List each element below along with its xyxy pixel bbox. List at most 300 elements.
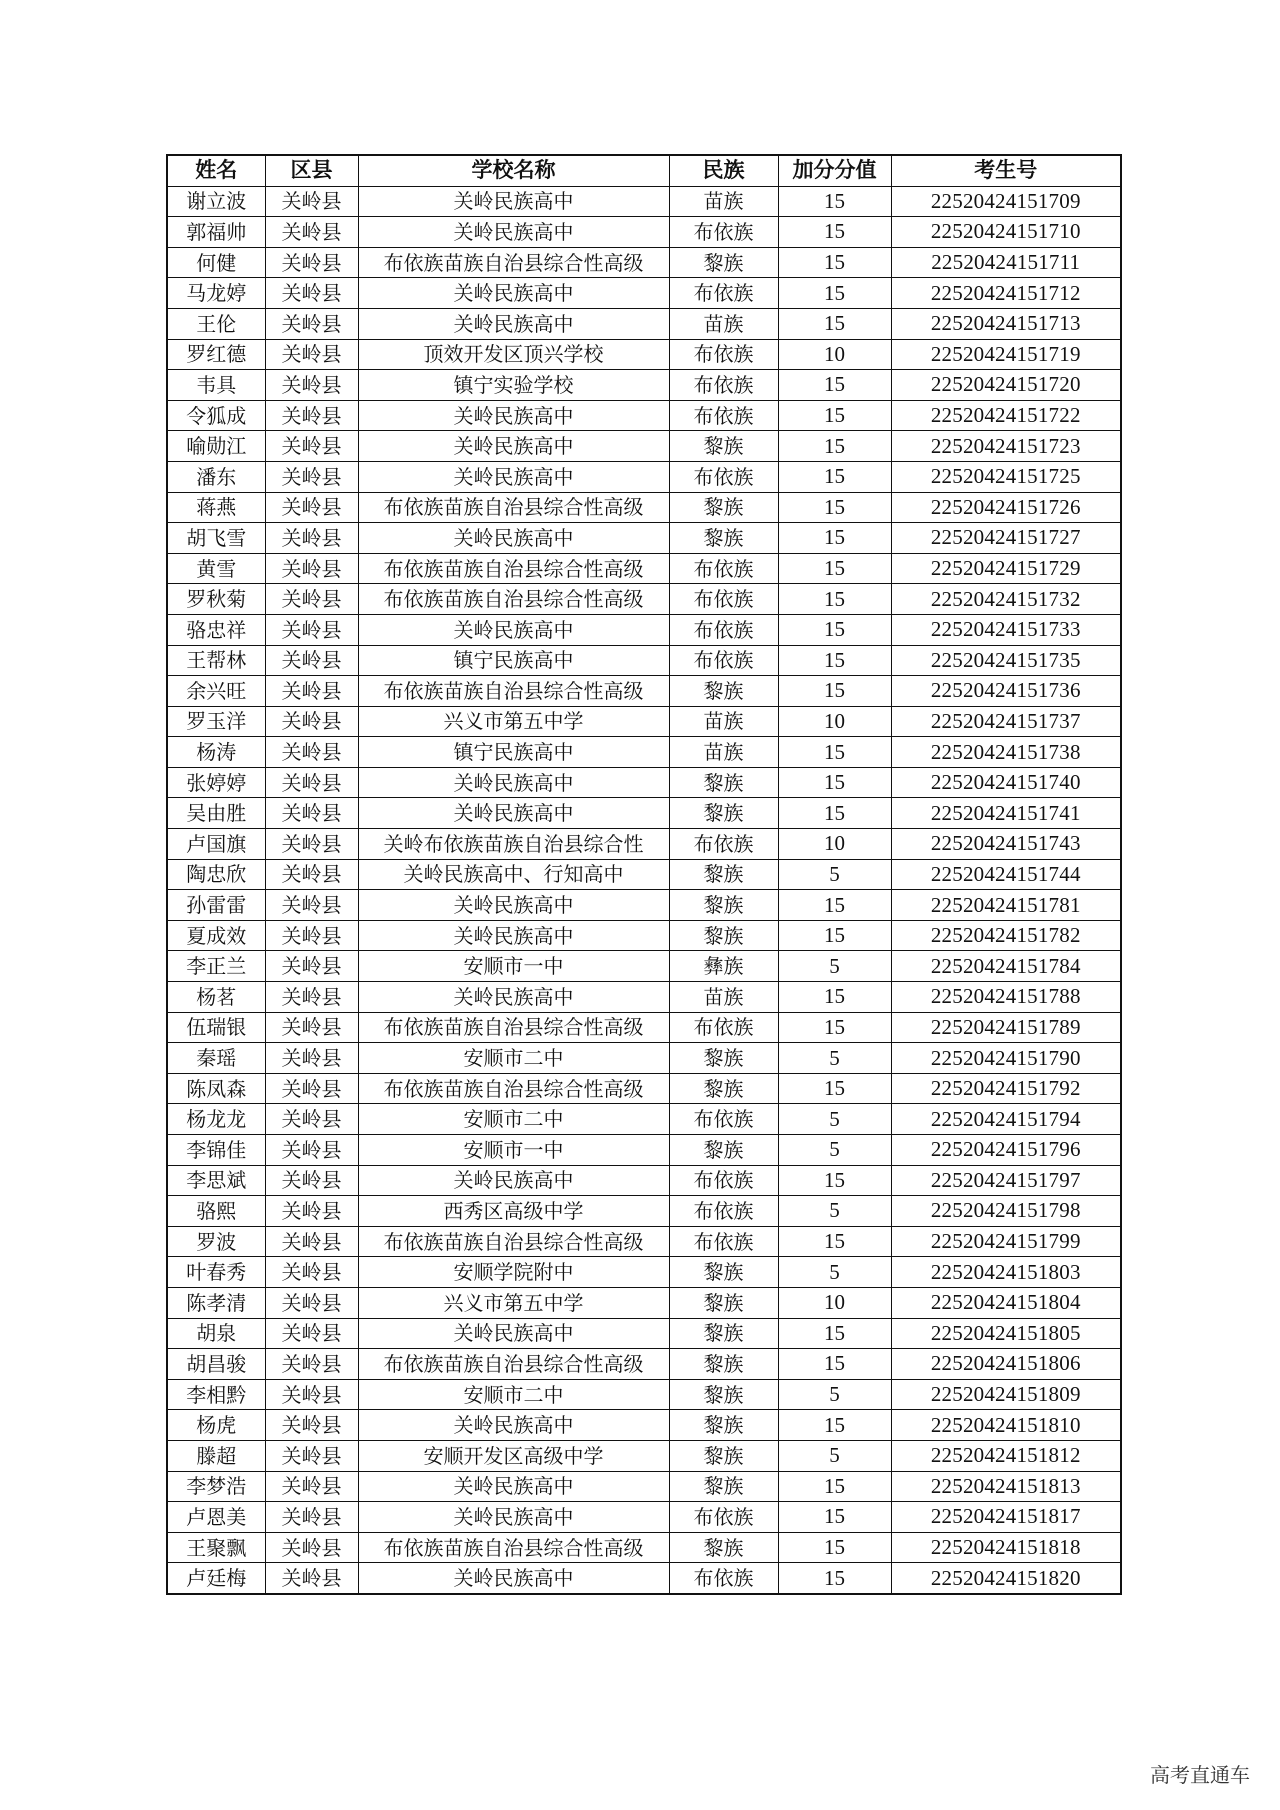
cell-bonus-points: 15 [778, 676, 891, 707]
cell-name: 卢国旗 [167, 829, 265, 860]
table-row [167, 798, 1121, 829]
cell-school: 关岭民族高中 [358, 431, 669, 462]
cell-district: 关岭县 [265, 1165, 358, 1196]
cell-exam-id: 22520424151792 [891, 1073, 1121, 1104]
table-row [167, 1073, 1121, 1104]
table-row [167, 553, 1121, 584]
cell-district: 关岭县 [265, 1410, 358, 1441]
cell-exam-id: 22520424151732 [891, 584, 1121, 615]
cell-bonus-points: 15 [778, 1012, 891, 1043]
table-row [167, 1563, 1121, 1594]
cell-school: 关岭民族高中 [358, 1502, 669, 1533]
table-row [167, 1440, 1121, 1471]
cell-name: 吴由胜 [167, 798, 265, 829]
cell-ethnicity: 黎族 [669, 1257, 778, 1288]
cell-ethnicity: 布依族 [669, 339, 778, 370]
cell-district: 关岭县 [265, 951, 358, 982]
cell-ethnicity: 黎族 [669, 1379, 778, 1410]
table-row [167, 1532, 1121, 1563]
table-row [167, 400, 1121, 431]
table-row [167, 1502, 1121, 1533]
cell-district: 关岭县 [265, 1287, 358, 1318]
cell-school: 安顺市二中 [358, 1104, 669, 1135]
cell-ethnicity: 黎族 [669, 247, 778, 278]
table-row [167, 1104, 1121, 1135]
cell-name: 王伦 [167, 308, 265, 339]
cell-name: 杨涛 [167, 737, 265, 768]
cell-bonus-points: 15 [778, 798, 891, 829]
cell-name: 罗玉洋 [167, 706, 265, 737]
cell-bonus-points: 5 [778, 1104, 891, 1135]
cell-school: 布依族苗族自治县综合性高级 [358, 492, 669, 523]
table-row [167, 859, 1121, 890]
cell-ethnicity: 黎族 [669, 1073, 778, 1104]
cell-name: 李梦浩 [167, 1471, 265, 1502]
cell-district: 关岭县 [265, 400, 358, 431]
cell-school: 镇宁实验学校 [358, 370, 669, 401]
cell-name: 黄雪 [167, 553, 265, 584]
table-row [167, 217, 1121, 248]
cell-school: 布依族苗族自治县综合性高级 [358, 247, 669, 278]
table-row [167, 1165, 1121, 1196]
cell-name: 王帮林 [167, 645, 265, 676]
table-row [167, 1012, 1121, 1043]
cell-exam-id: 22520424151798 [891, 1196, 1121, 1227]
table-header [167, 155, 1121, 186]
cell-ethnicity: 黎族 [669, 890, 778, 921]
cell-exam-id: 22520424151744 [891, 859, 1121, 890]
cell-exam-id: 22520424151726 [891, 492, 1121, 523]
cell-district: 关岭县 [265, 584, 358, 615]
cell-district: 关岭县 [265, 278, 358, 309]
cell-ethnicity: 苗族 [669, 706, 778, 737]
cell-bonus-points: 15 [778, 553, 891, 584]
cell-bonus-points: 15 [778, 890, 891, 921]
cell-exam-id: 22520424151784 [891, 951, 1121, 982]
cell-bonus-points: 15 [778, 1532, 891, 1563]
cell-bonus-points: 5 [778, 1196, 891, 1227]
cell-name: 李正兰 [167, 951, 265, 982]
cell-school: 关岭布依族苗族自治县综合性 [358, 829, 669, 860]
cell-school: 关岭民族高中 [358, 1410, 669, 1441]
cell-district: 关岭县 [265, 247, 358, 278]
cell-district: 关岭县 [265, 1318, 358, 1349]
cell-district: 关岭县 [265, 890, 358, 921]
cell-exam-id: 22520424151789 [891, 1012, 1121, 1043]
cell-bonus-points: 15 [778, 1226, 891, 1257]
cell-district: 关岭县 [265, 1135, 358, 1166]
cell-exam-id: 22520424151710 [891, 217, 1121, 248]
cell-exam-id: 22520424151818 [891, 1532, 1121, 1563]
cell-exam-id: 22520424151820 [891, 1563, 1121, 1594]
table-row [167, 982, 1121, 1013]
cell-ethnicity: 黎族 [669, 1287, 778, 1318]
cell-bonus-points: 15 [778, 1073, 891, 1104]
cell-bonus-points: 15 [778, 523, 891, 554]
cell-ethnicity: 布依族 [669, 1104, 778, 1135]
cell-district: 关岭县 [265, 920, 358, 951]
cell-name: 胡泉 [167, 1318, 265, 1349]
cell-name: 马龙婷 [167, 278, 265, 309]
cell-name: 伍瑞银 [167, 1012, 265, 1043]
table-row [167, 1349, 1121, 1380]
cell-ethnicity: 黎族 [669, 920, 778, 951]
cell-school: 安顺市二中 [358, 1043, 669, 1074]
cell-district: 关岭县 [265, 1471, 358, 1502]
cell-exam-id: 22520424151709 [891, 186, 1121, 217]
table-row [167, 431, 1121, 462]
cell-school: 关岭民族高中 [358, 217, 669, 248]
cell-ethnicity: 彝族 [669, 951, 778, 982]
cell-exam-id: 22520424151788 [891, 982, 1121, 1013]
cell-name: 蒋燕 [167, 492, 265, 523]
cell-ethnicity: 黎族 [669, 1349, 778, 1380]
table-row [167, 706, 1121, 737]
cell-school: 关岭民族高中 [358, 400, 669, 431]
cell-name: 孙雷雷 [167, 890, 265, 921]
cell-exam-id: 22520424151794 [891, 1104, 1121, 1135]
cell-bonus-points: 5 [778, 951, 891, 982]
cell-school: 布依族苗族自治县综合性高级 [358, 553, 669, 584]
cell-exam-id: 22520424151711 [891, 247, 1121, 278]
cell-exam-id: 22520424151781 [891, 890, 1121, 921]
cell-ethnicity: 黎族 [669, 676, 778, 707]
cell-district: 关岭县 [265, 186, 358, 217]
header-row [167, 155, 1121, 186]
cell-name: 骆熙 [167, 1196, 265, 1227]
cell-bonus-points: 15 [778, 1502, 891, 1533]
header-ethnicity: 民族 [669, 155, 778, 186]
header-school: 学校名称 [358, 155, 669, 186]
cell-school: 关岭民族高中 [358, 920, 669, 951]
cell-bonus-points: 15 [778, 645, 891, 676]
cell-school: 镇宁民族高中 [358, 737, 669, 768]
cell-bonus-points: 15 [778, 614, 891, 645]
cell-district: 关岭县 [265, 676, 358, 707]
cell-district: 关岭县 [265, 706, 358, 737]
cell-name: 杨龙龙 [167, 1104, 265, 1135]
cell-name: 叶春秀 [167, 1257, 265, 1288]
cell-exam-id: 22520424151722 [891, 400, 1121, 431]
cell-exam-id: 22520424151804 [891, 1287, 1121, 1318]
cell-bonus-points: 15 [778, 278, 891, 309]
cell-district: 关岭县 [265, 1196, 358, 1227]
cell-exam-id: 22520424151812 [891, 1440, 1121, 1471]
cell-exam-id: 22520424151743 [891, 829, 1121, 860]
cell-school: 安顺市一中 [358, 1135, 669, 1166]
cell-bonus-points: 15 [778, 1349, 891, 1380]
table-row [167, 186, 1121, 217]
cell-district: 关岭县 [265, 798, 358, 829]
cell-ethnicity: 布依族 [669, 1196, 778, 1227]
cell-school: 关岭民族高中 [358, 308, 669, 339]
table-row [167, 1226, 1121, 1257]
cell-name: 喻勋江 [167, 431, 265, 462]
table-row [167, 492, 1121, 523]
cell-name: 骆忠祥 [167, 614, 265, 645]
cell-school: 安顺市二中 [358, 1379, 669, 1410]
table-row [167, 676, 1121, 707]
cell-bonus-points: 5 [778, 1379, 891, 1410]
cell-name: 潘东 [167, 461, 265, 492]
cell-school: 关岭民族高中 [358, 1471, 669, 1502]
cell-bonus-points: 10 [778, 829, 891, 860]
cell-district: 关岭县 [265, 1104, 358, 1135]
cell-ethnicity: 苗族 [669, 982, 778, 1013]
table-row [167, 829, 1121, 860]
cell-name: 李思斌 [167, 1165, 265, 1196]
cell-school: 关岭民族高中 [358, 890, 669, 921]
cell-district: 关岭县 [265, 1043, 358, 1074]
cell-bonus-points: 5 [778, 1440, 891, 1471]
cell-bonus-points: 15 [778, 370, 891, 401]
cell-district: 关岭县 [265, 1502, 358, 1533]
cell-district: 关岭县 [265, 1379, 358, 1410]
table-row [167, 614, 1121, 645]
cell-school: 西秀区高级中学 [358, 1196, 669, 1227]
cell-ethnicity: 黎族 [669, 1318, 778, 1349]
table-row [167, 1318, 1121, 1349]
cell-bonus-points: 5 [778, 1257, 891, 1288]
cell-ethnicity: 黎族 [669, 859, 778, 890]
cell-bonus-points: 15 [778, 247, 891, 278]
cell-exam-id: 22520424151719 [891, 339, 1121, 370]
cell-ethnicity: 布依族 [669, 370, 778, 401]
table-body [167, 186, 1121, 1594]
table-row [167, 1196, 1121, 1227]
cell-district: 关岭县 [265, 1257, 358, 1288]
cell-name: 韦具 [167, 370, 265, 401]
cell-bonus-points: 15 [778, 186, 891, 217]
cell-district: 关岭县 [265, 1226, 358, 1257]
cell-district: 关岭县 [265, 217, 358, 248]
cell-exam-id: 22520424151712 [891, 278, 1121, 309]
cell-school: 兴义市第五中学 [358, 1287, 669, 1318]
cell-name: 滕超 [167, 1440, 265, 1471]
cell-name: 卢恩美 [167, 1502, 265, 1533]
cell-district: 关岭县 [265, 859, 358, 890]
cell-ethnicity: 布依族 [669, 1012, 778, 1043]
cell-name: 谢立波 [167, 186, 265, 217]
cell-school: 关岭民族高中 [358, 461, 669, 492]
table-row [167, 890, 1121, 921]
cell-district: 关岭县 [265, 523, 358, 554]
cell-ethnicity: 布依族 [669, 400, 778, 431]
cell-exam-id: 22520424151803 [891, 1257, 1121, 1288]
cell-ethnicity: 苗族 [669, 737, 778, 768]
cell-school: 关岭民族高中 [358, 278, 669, 309]
table-row [167, 1410, 1121, 1441]
cell-district: 关岭县 [265, 553, 358, 584]
cell-school: 安顺市一中 [358, 951, 669, 982]
table-row [167, 278, 1121, 309]
cell-exam-id: 22520424151736 [891, 676, 1121, 707]
table-row [167, 920, 1121, 951]
cell-name: 王聚飘 [167, 1532, 265, 1563]
cell-school: 关岭民族高中 [358, 982, 669, 1013]
cell-district: 关岭县 [265, 431, 358, 462]
cell-name: 张婷婷 [167, 767, 265, 798]
cell-ethnicity: 黎族 [669, 523, 778, 554]
table-row [167, 247, 1121, 278]
table-row [167, 584, 1121, 615]
cell-exam-id: 22520424151727 [891, 523, 1121, 554]
cell-bonus-points: 15 [778, 1410, 891, 1441]
cell-ethnicity: 黎族 [669, 1471, 778, 1502]
cell-district: 关岭县 [265, 767, 358, 798]
cell-bonus-points: 15 [778, 1318, 891, 1349]
cell-ethnicity: 黎族 [669, 1043, 778, 1074]
table-row [167, 1471, 1121, 1502]
cell-ethnicity: 布依族 [669, 614, 778, 645]
cell-ethnicity: 黎族 [669, 1135, 778, 1166]
cell-school: 关岭民族高中 [358, 1165, 669, 1196]
cell-bonus-points: 10 [778, 1287, 891, 1318]
cell-district: 关岭县 [265, 461, 358, 492]
cell-bonus-points: 5 [778, 1135, 891, 1166]
cell-district: 关岭县 [265, 829, 358, 860]
cell-district: 关岭县 [265, 1349, 358, 1380]
cell-name: 李锦佳 [167, 1135, 265, 1166]
cell-name: 陶忠欣 [167, 859, 265, 890]
cell-district: 关岭县 [265, 614, 358, 645]
cell-ethnicity: 布依族 [669, 217, 778, 248]
cell-bonus-points: 15 [778, 492, 891, 523]
header-exam-id: 考生号 [891, 155, 1121, 186]
cell-district: 关岭县 [265, 982, 358, 1013]
cell-name: 郭福帅 [167, 217, 265, 248]
cell-school: 布依族苗族自治县综合性高级 [358, 1073, 669, 1104]
cell-name: 罗波 [167, 1226, 265, 1257]
cell-district: 关岭县 [265, 370, 358, 401]
cell-district: 关岭县 [265, 1012, 358, 1043]
cell-name: 秦瑶 [167, 1043, 265, 1074]
cell-bonus-points: 15 [778, 400, 891, 431]
cell-school: 安顺开发区高级中学 [358, 1440, 669, 1471]
cell-school: 布依族苗族自治县综合性高级 [358, 1226, 669, 1257]
cell-ethnicity: 布依族 [669, 461, 778, 492]
cell-exam-id: 22520424151737 [891, 706, 1121, 737]
table-row [167, 737, 1121, 768]
table-row [167, 370, 1121, 401]
cell-ethnicity: 布依族 [669, 1502, 778, 1533]
cell-exam-id: 22520424151738 [891, 737, 1121, 768]
cell-bonus-points: 15 [778, 767, 891, 798]
cell-district: 关岭县 [265, 1440, 358, 1471]
cell-district: 关岭县 [265, 308, 358, 339]
cell-school: 关岭民族高中 [358, 798, 669, 829]
cell-ethnicity: 布依族 [669, 645, 778, 676]
table-row [167, 951, 1121, 982]
cell-exam-id: 22520424151806 [891, 1349, 1121, 1380]
cell-name: 令狐成 [167, 400, 265, 431]
table-row [167, 1287, 1121, 1318]
cell-school: 关岭民族高中 [358, 186, 669, 217]
header-district: 区县 [265, 155, 358, 186]
table-row [167, 1043, 1121, 1074]
cell-exam-id: 22520424151810 [891, 1410, 1121, 1441]
table-row [167, 308, 1121, 339]
cell-name: 李相黔 [167, 1379, 265, 1410]
cell-school: 布依族苗族自治县综合性高级 [358, 1012, 669, 1043]
cell-ethnicity: 布依族 [669, 1563, 778, 1594]
cell-school: 关岭民族高中、行知高中 [358, 859, 669, 890]
cell-exam-id: 22520424151741 [891, 798, 1121, 829]
cell-exam-id: 22520424151740 [891, 767, 1121, 798]
cell-exam-id: 22520424151729 [891, 553, 1121, 584]
cell-school: 安顺学院附中 [358, 1257, 669, 1288]
cell-school: 关岭民族高中 [358, 614, 669, 645]
cell-name: 杨茗 [167, 982, 265, 1013]
cell-exam-id: 22520424151817 [891, 1502, 1121, 1533]
cell-exam-id: 22520424151805 [891, 1318, 1121, 1349]
cell-bonus-points: 15 [778, 920, 891, 951]
cell-exam-id: 22520424151796 [891, 1135, 1121, 1166]
table-row [167, 767, 1121, 798]
cell-school: 关岭民族高中 [358, 1318, 669, 1349]
cell-name: 罗秋菊 [167, 584, 265, 615]
cell-district: 关岭县 [265, 737, 358, 768]
cell-exam-id: 22520424151735 [891, 645, 1121, 676]
cell-exam-id: 22520424151782 [891, 920, 1121, 951]
cell-ethnicity: 黎族 [669, 431, 778, 462]
cell-school: 关岭民族高中 [358, 1563, 669, 1594]
cell-bonus-points: 5 [778, 859, 891, 890]
cell-ethnicity: 布依族 [669, 1165, 778, 1196]
cell-district: 关岭县 [265, 645, 358, 676]
cell-ethnicity: 布依族 [669, 584, 778, 615]
cell-ethnicity: 黎族 [669, 1532, 778, 1563]
cell-school: 布依族苗族自治县综合性高级 [358, 584, 669, 615]
cell-ethnicity: 布依族 [669, 829, 778, 860]
table-row [167, 1257, 1121, 1288]
cell-bonus-points: 15 [778, 1165, 891, 1196]
cell-school: 布依族苗族自治县综合性高级 [358, 1349, 669, 1380]
cell-school: 布依族苗族自治县综合性高级 [358, 1532, 669, 1563]
cell-ethnicity: 黎族 [669, 492, 778, 523]
cell-name: 陈凤森 [167, 1073, 265, 1104]
cell-ethnicity: 苗族 [669, 186, 778, 217]
cell-district: 关岭县 [265, 1563, 358, 1594]
cell-bonus-points: 10 [778, 706, 891, 737]
cell-bonus-points: 15 [778, 737, 891, 768]
cell-school: 兴义市第五中学 [358, 706, 669, 737]
cell-ethnicity: 黎族 [669, 1440, 778, 1471]
cell-school: 关岭民族高中 [358, 523, 669, 554]
cell-bonus-points: 15 [778, 461, 891, 492]
cell-exam-id: 22520424151723 [891, 431, 1121, 462]
cell-name: 夏成效 [167, 920, 265, 951]
table-row [167, 1379, 1121, 1410]
cell-bonus-points: 15 [778, 584, 891, 615]
cell-name: 杨虎 [167, 1410, 265, 1441]
cell-exam-id: 22520424151790 [891, 1043, 1121, 1074]
header-bonus-points: 加分分值 [778, 155, 891, 186]
cell-name: 胡飞雪 [167, 523, 265, 554]
cell-name: 余兴旺 [167, 676, 265, 707]
cell-district: 关岭县 [265, 492, 358, 523]
student-roster-table [166, 154, 1122, 1595]
table-row [167, 461, 1121, 492]
cell-ethnicity: 布依族 [669, 553, 778, 584]
cell-exam-id: 22520424151725 [891, 461, 1121, 492]
cell-district: 关岭县 [265, 339, 358, 370]
cell-exam-id: 22520424151720 [891, 370, 1121, 401]
cell-bonus-points: 15 [778, 217, 891, 248]
cell-ethnicity: 布依族 [669, 1226, 778, 1257]
header-name: 姓名 [167, 155, 265, 186]
cell-district: 关岭县 [265, 1532, 358, 1563]
